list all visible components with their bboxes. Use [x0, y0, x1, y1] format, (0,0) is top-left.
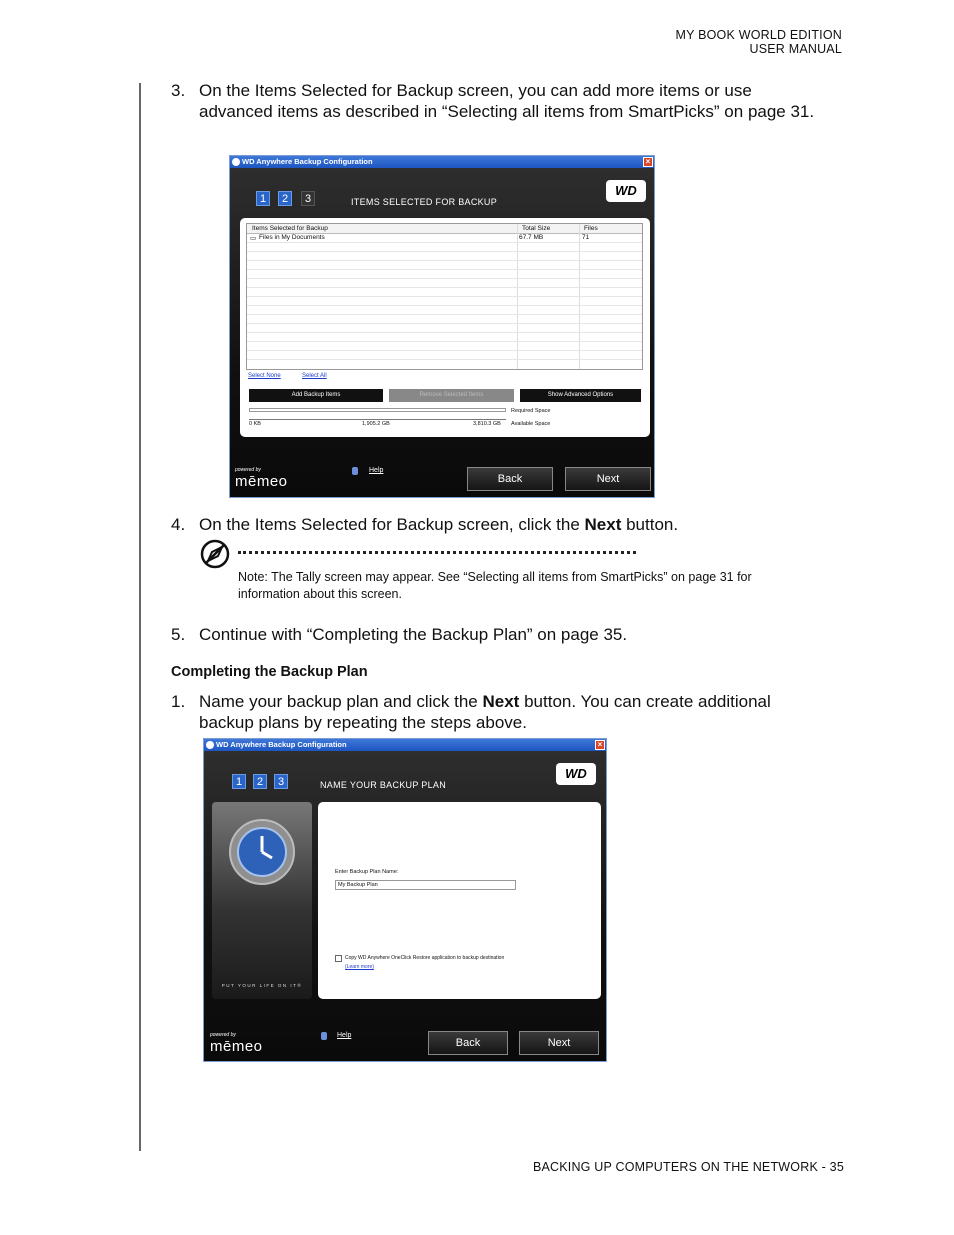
memeo-wordmark: mēmeo [235, 473, 288, 490]
step-text [199, 691, 829, 733]
step-tab-1[interactable]: 1 [256, 191, 270, 206]
step-tab-1[interactable]: 1 [232, 774, 246, 789]
step-text-pre: On the Items Selected for Backup screen, click the [199, 515, 585, 534]
add-backup-items-button[interactable]: Add Backup Items [249, 389, 383, 402]
clock-icon [228, 818, 296, 886]
learn-more-link[interactable]: (Learn more) [345, 964, 374, 970]
scale-label: 3,810.3 GB [473, 421, 501, 427]
step-text: Continue with “Completing the Backup Plan” on page 35. [199, 625, 628, 644]
tagline: PUT YOUR LIFE ON IT® [221, 983, 303, 988]
step-tab-2[interactable]: 2 [253, 774, 267, 789]
section-heading: Completing the Backup Plan [171, 664, 368, 680]
copy-restore-checkbox[interactable] [335, 955, 342, 962]
window-titlebar [230, 156, 654, 168]
screen-title: NAME YOUR BACKUP PLAN [320, 780, 447, 790]
help-icon[interactable] [352, 467, 358, 475]
screenshot-items-selected [229, 155, 655, 498]
window-title: WD Anywhere Backup Configuration [216, 740, 347, 749]
window-title: WD Anywhere Backup Configuration [242, 157, 373, 166]
row-name: Files in My Documents [259, 234, 325, 241]
step-text [199, 514, 829, 535]
step-tab-2[interactable]: 2 [278, 191, 292, 206]
window-titlebar [204, 739, 606, 751]
required-space-label: Required Space [511, 408, 551, 414]
checkbox-label: Copy WD Anywhere OneClick Restore application to backup destination [345, 955, 505, 961]
table-row [247, 350, 642, 360]
next-button[interactable]: Next [519, 1031, 599, 1055]
close-icon[interactable]: × [643, 157, 653, 167]
step-number: 3. [171, 81, 186, 100]
required-space-bar [249, 408, 506, 412]
wd-logo: WD [606, 180, 646, 202]
row-files: 71 [582, 234, 590, 241]
step-text-post: button. [621, 515, 679, 534]
scale-label: 0 KB [249, 421, 261, 427]
page-footer: BACKING UP COMPUTERS ON THE NETWORK - 35 [532, 1160, 844, 1174]
page-header [676, 28, 843, 56]
column-header[interactable]: Total Size [522, 225, 551, 232]
space-scale [249, 415, 506, 420]
margin-rule [139, 83, 141, 1151]
plan-name-input[interactable]: My Backup Plan [335, 880, 516, 890]
step-text-bold: Next [584, 515, 622, 534]
help-icon[interactable] [321, 1032, 327, 1040]
plan-name-label: Enter Backup Plan Name: [335, 869, 399, 875]
powered-by-label: powered by [235, 467, 261, 473]
step-number: 5. [171, 625, 186, 644]
close-icon[interactable]: × [595, 740, 605, 750]
column-header[interactable]: Items Selected for Backup [252, 225, 328, 232]
step-tab-3[interactable]: 3 [274, 774, 288, 789]
app-icon [206, 741, 214, 749]
step-text-post: button. You can create additional backup plans by repeating the steps above. [199, 692, 771, 732]
select-all-link[interactable]: Select All [302, 373, 327, 379]
help-link[interactable]: Help [369, 467, 384, 474]
scale-label: 1,905.2 GB [362, 421, 390, 427]
wd-logo: WD [556, 763, 596, 785]
remove-selected-items-button[interactable]: Remove Selected Items [389, 389, 514, 402]
available-space-label: Available Space [511, 421, 551, 427]
app-icon [232, 158, 240, 166]
content-panel [240, 218, 650, 437]
folder-icon: ▭ [250, 235, 257, 242]
step-number: 1. [171, 692, 186, 711]
step-tab-3[interactable]: 3 [301, 191, 315, 206]
back-button[interactable]: Back [428, 1031, 508, 1055]
header-line-1: MY BOOK WORLD EDITION [675, 28, 842, 42]
header-line-2: USER MANUAL [749, 42, 842, 56]
row-size: 67.7 MB [519, 234, 544, 241]
step-text: On the Items Selected for Backup screen, you can add more items or use advanced items as described in “Selecting all items from SmartPicks” on page 31. [199, 81, 815, 121]
screen-title: ITEMS SELECTED FOR BACKUP [351, 197, 498, 207]
show-advanced-options-button[interactable]: Show Advanced Options [520, 389, 641, 402]
memeo-logo [210, 1032, 263, 1055]
screenshot-name-plan [203, 738, 607, 1062]
note-icon [200, 539, 230, 569]
column-header[interactable]: Files [584, 225, 598, 232]
next-button[interactable]: Next [565, 467, 651, 491]
help-link[interactable]: Help [337, 1032, 352, 1039]
content-panel [318, 802, 601, 999]
memeo-wordmark: mēmeo [210, 1038, 263, 1055]
powered-by-label: powered by [210, 1032, 236, 1038]
step-text-bold: Next [482, 692, 520, 711]
note-divider [238, 551, 636, 554]
side-graphic [212, 802, 312, 999]
items-table [246, 223, 643, 370]
select-none-link[interactable]: Select None [248, 373, 281, 379]
step-text-pre: Name your backup plan and click the [199, 692, 483, 711]
back-button[interactable]: Back [467, 467, 553, 491]
note-text: Note: The Tally screen may appear. See “Selecting all items from SmartPicks” on page 31 for information about this screen. [238, 570, 752, 601]
memeo-logo [235, 467, 288, 490]
step-number: 4. [171, 515, 186, 534]
